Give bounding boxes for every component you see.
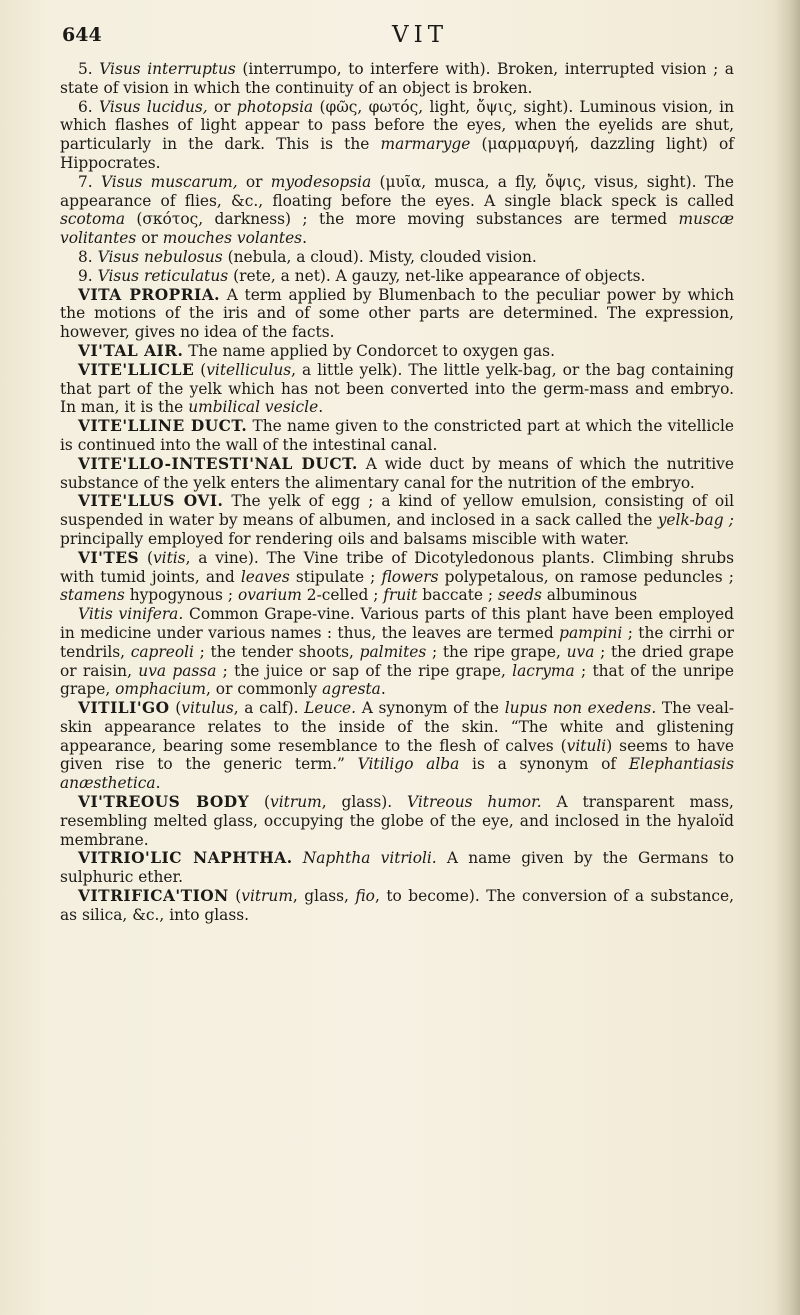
entry-vitreous-body: VI'TREOUS BODY (vitrum, glass). Vitreous humor. A transparent mass, resembling melted glass, occupying the globe of the eye, and inclosed in the hyaloïd membrane. (60, 793, 734, 849)
entry-vita-propria: VITA PROPRIA. A term applied by Blumenbach to the peculiar power by which the motions of the iris and of some other parts are determined. The expression, however, gives no idea of the facts. (60, 285, 734, 342)
entry-vitiligo: VITILI'GO (vitulus, a calf). Leuce. A synonym of the lupus non exedens. The veal-skin appearance relates to the inside of the skin. “The white and glistening appearance, bearing some resemblance to the flesh of calves (vituli) seems to have given rise to the generic term.” Vitiligo alba is a synonym of Elephantiasis anæsthetica. (60, 699, 735, 793)
dictionary-text (60, 60, 734, 925)
entry-vitrification: VITRIFICA'TION (vitrum, glass, fio, to become). The conversion of a substance, as silica, &c., into glass. (60, 887, 734, 924)
entry-vitellus-ovi: VITE'LLUS OVI. The yelk of egg ; a kind of yellow emulsion, consisting of oil suspended in water by means of albumen, and inclosed in a sack called the yelk-bag ; principally employed for rendering oils and balsams miscible with water. (60, 492, 734, 548)
entry-visus-lucidus: 6. Visus lucidus, or photopsia (φῶς, φωτός, light, ὄψις, sight). Luminous vision, in which flashes of light appear to pass before the eyes, when the eyelids are shut, particularly in the dark. This is the marmaryge (μαρμαρυγή, dazzling light) of Hippocrates. (60, 97, 735, 172)
page-header (0, 22, 800, 52)
entry-vites: VI'TES (vitis, a vine). The Vine tribe of Dicotyledonous plants. Climbing shrubs with tumid joints, and leaves stipulate ; flowers polypetalous, on ramose peduncles ; stamens hypogynous ; ovarium 2-celled ; fruit baccate ; seeds albuminous (60, 548, 734, 605)
entry-vitello-intestinal-duct: VITE'LLO-INTESTI'NAL DUCT. A wide duct by means of which the nutritive substance of the yelk enters the alimentary canal for the nutrition of the embryo. (60, 454, 734, 492)
entry-vitellicle: VITE'LLICLE (vitelliculus, a little yelk). The little yelk-bag, or the bag containing that part of the yelk which has not been converted into the germ-mass and embryo. In man, it is the umbilical vesicle. (60, 360, 734, 417)
entry-vitelline-duct: VITE'LLINE DUCT. The name given to the constricted part at which the vitellicle is continued into the wall of the intestinal canal. (60, 417, 734, 454)
running-head: VIT (392, 22, 449, 48)
page-spine-shadow (774, 0, 800, 1315)
entry-vital-air: VI'TAL AIR. The name applied by Condorcet to oxygen gas. (78, 341, 555, 360)
entry-vitis-vinifera: Vitis vinifera. Common Grape-vine. Various parts of this plant have been employed in medicine under various names : thus, the leaves are termed pampini ; the cirrhi or tendrils, capreoli ; the tender shoots, palmites ; the ripe grape, uva ; the dried grape or raisin, uva passa ; the juice or sap of the ripe grape, lacryma ; that of the unripe grape, omphacium, or commonly agresta. (60, 605, 734, 699)
page-number: 644 (62, 24, 102, 46)
entry-vitriolic-naphtha: VITRIO'LIC NAPHTHA. Naphtha vitrioli. A name given by the Germans to sulphuric ether. (60, 849, 735, 887)
entry-visus-nebulosus: 8. Visus nebulosus (nebula, a cloud). Misty, clouded vision. (78, 247, 537, 266)
entry-visus-reticulatus: 9. Visus reticulatus (rete, a net). A gauzy, net-like appearance of objects. (78, 266, 646, 285)
entry-visus-interruptus: 5. Visus interruptus (interrumpo, to interfere with). Broken, interrupted vision ; a state of vision in which the continuity of an object is broken. (60, 60, 734, 97)
entry-visus-muscarum: 7. Visus muscarum, or myodesopsia (μυῖα, musca, a fly, ὄψις, visus, sight). The appearance of flies, &c., floating before the eyes. A single black speck is called scotoma (σκότος, darkness) ; the more moving substances are termed muscæ volitantes or mouches volantes. (60, 172, 734, 248)
